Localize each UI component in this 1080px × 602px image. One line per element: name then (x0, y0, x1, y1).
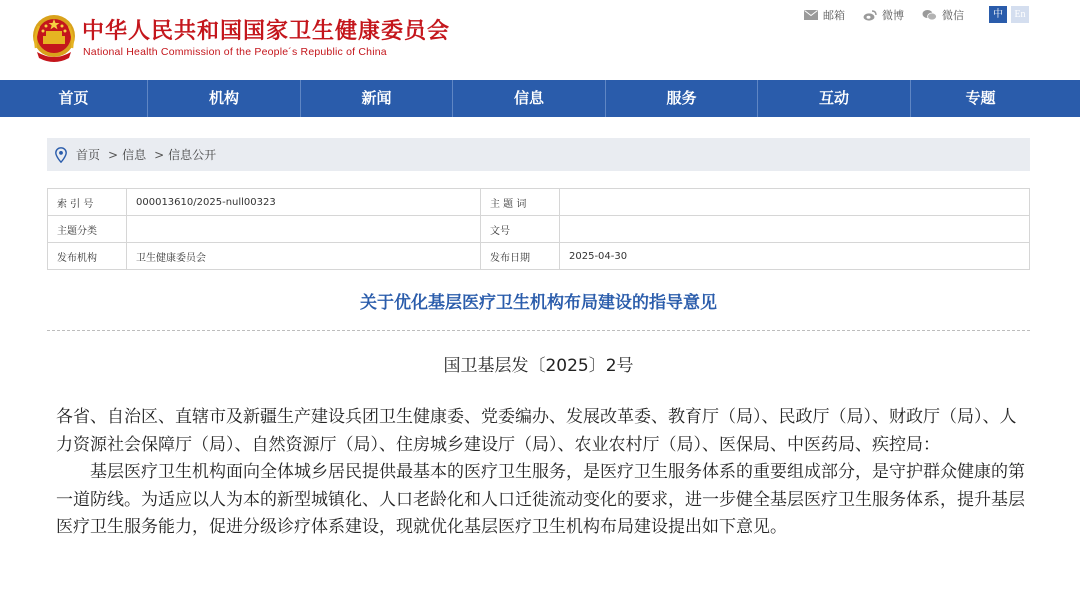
table-row (48, 243, 1030, 270)
date-label: 发布日期 (481, 243, 560, 270)
location-pin-icon (55, 147, 67, 163)
nav-item-services[interactable]: 服务 (606, 80, 758, 117)
docno-label: 文号 (481, 216, 560, 243)
weibo-icon (863, 10, 877, 21)
recipients-paragraph: 各省、自治区、直辖市及新疆生产建设兵团卫生健康委、党委编办、发展改革委、教育厅（局）、民政厅（局）、财政厅（局）、人力资源社会保障厅（局）、自然资源厅（局）、住房城乡建设厅（局）、农业农村厅（局）、医保局、中医药局、疾控局： (56, 407, 1017, 455)
nav-item-home[interactable]: 首页 (0, 80, 148, 117)
weibo-link[interactable] (863, 7, 904, 23)
breadcrumb (47, 138, 1030, 171)
index-value: 000013610/2025-null00323 (127, 189, 481, 216)
weibo-link-label: 微博 (882, 9, 904, 22)
docno-value (560, 216, 1030, 243)
date-value: 2025-04-30 (560, 243, 1030, 270)
breadcrumb-disclosure[interactable]: 信息公开 (168, 148, 217, 162)
lang-en-button[interactable]: En (1011, 6, 1029, 23)
wechat-link[interactable] (922, 7, 964, 23)
mail-link[interactable] (804, 7, 845, 23)
nav-item-news[interactable]: 新闻 (301, 80, 453, 117)
category-label: 主题分类 (48, 216, 127, 243)
subject-label: 主 题 词 (481, 189, 560, 216)
breadcrumb-information[interactable]: 信息 (122, 148, 147, 162)
wechat-icon (922, 9, 937, 21)
top-links (804, 7, 982, 23)
wechat-link-label: 微信 (942, 9, 964, 22)
site-header (0, 0, 1080, 80)
nav-item-information[interactable]: 信息 (453, 80, 606, 117)
mail-icon (804, 10, 818, 20)
lang-zh-button[interactable]: 中 (989, 6, 1007, 23)
title-divider (47, 330, 1030, 331)
nav-item-topics[interactable]: 专题 (965, 89, 996, 107)
issuer-value: 卫生健康委员会 (127, 243, 481, 270)
breadcrumb-home[interactable]: 首页 (76, 148, 101, 162)
subject-value (560, 189, 1030, 216)
breadcrumb-separator: > (108, 147, 119, 162)
nav-item-interaction[interactable]: 互动 (758, 80, 911, 117)
category-value (127, 216, 481, 243)
issuer-label: 发布机构 (48, 243, 127, 270)
main-nav (0, 80, 1080, 117)
article-title: 关于优化基层医疗卫生机构布局建设的指导意见 (360, 293, 717, 313)
breadcrumb-separator: > (154, 147, 165, 162)
body-paragraph: 基层医疗卫生机构面向全体城乡居民提供最基本的医疗卫生服务，是医疗卫生服务体系的重要组成部分，是守护群众健康的第一道防线。为适应以人为本的新型城镇化、人口老龄化和人口迁徙流动变化的要求，进一步健全基层医疗卫生服务体系，提升基层医疗卫生服务能力，促进分级诊疗体系建设，现就优化基层医疗卫生机构布局建设提出如下意见。 (56, 462, 1025, 537)
table-row (48, 189, 1030, 216)
nav-item-organization[interactable]: 机构 (148, 80, 301, 117)
site-title-english[interactable]: National Health Commission of the People´s Republic of China (83, 46, 387, 58)
article-body (56, 404, 1028, 542)
site-title[interactable]: 中华人民共和国国家卫生健康委员会 (82, 19, 451, 44)
mail-link-label: 邮箱 (823, 9, 845, 22)
national-emblem-icon[interactable] (31, 12, 77, 64)
table-row (48, 216, 1030, 243)
document-number: 国卫基层发〔2025〕2号 (443, 356, 634, 376)
document-meta-table (47, 188, 1030, 270)
index-label: 索 引 号 (48, 189, 127, 216)
